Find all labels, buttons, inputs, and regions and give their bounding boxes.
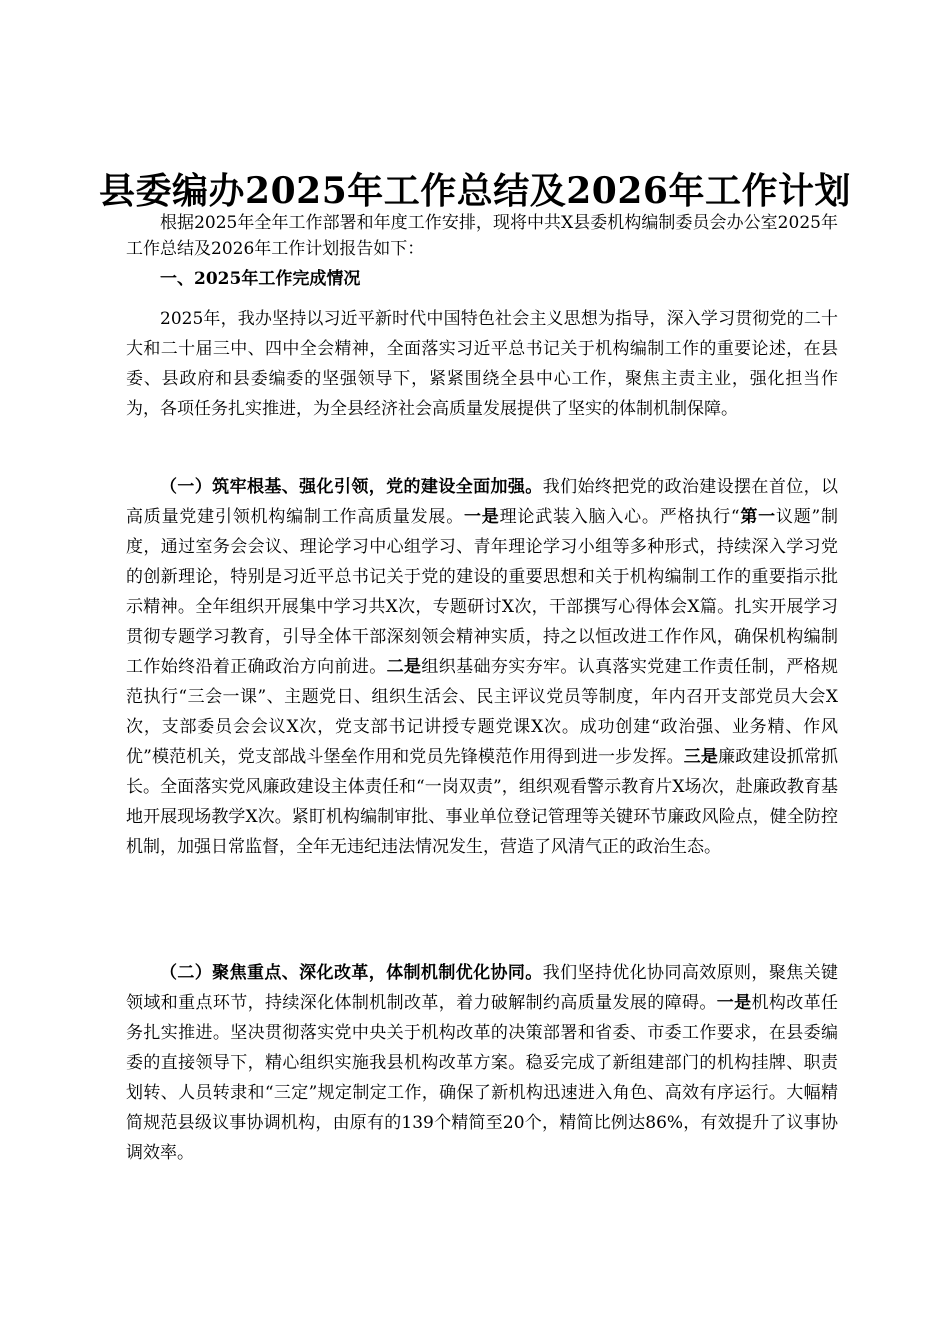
paragraph-text: 我们始终把党的政治建设摆在首位，以高质量党建引领机构编制工作高质量发展。 [126,477,839,527]
paragraph-text: 组织基础夯实夯牢。认真落实党建工作责任制，严格规范执行“三会一课”、主题党日、组织生活会、民主评议党员等制度，年内召开支部党员大会X次，支部委员会会议X次，党支部书记讲授专题党课X次。成功创建“政治强、业务精、作风优”模范机关，党支部战斗堡垒作用和党员先锋模范作用得到进一步发挥。 [126,657,838,767]
keyword-third: 三是 [683,747,719,767]
section-heading: 一、2025年工作完成情况 [160,269,361,289]
paragraph-text: 议题”制度，通过室务会会议、理论学习中心组学习、青年理论学习小组等多种形式，持续深入学习党的创新理论，特别是习近平总书记关于党的建设的重要思想和关于机构编制工作的重要指示批示精神。全年组织开展集中学习共X次，专题研讨X次，干部撰写心得体会X篇。扎实开展学习贯彻专题学习教育，引导全体干部深刻领会精神实质，持之以恒改进工作作风，确保机构编制工作始终沿着正确政治方向前进。 [126,507,839,677]
paragraph-text: 理论武装入脑入心。严格执行“ [499,507,740,527]
paragraph-text: 廉政建设抓常抓长。全面落实党风廉政建设主体责任和“一岗双责”，组织观看警示教育片X场次，赴廉政教育基地开展现场教学X次。紧盯机构编制审批、事业单位登记管理等关键环节廉政风险点，健全防控机制，加强日常监督，全年无违纪违法情况发生，营造了风清气正的政治生态。 [126,747,838,857]
keyword-first: 一是 [464,507,500,527]
paragraph-text: 我们坚持优化协同高效原则，聚焦关键领域和重点环节，持续深化体制机制改革，着力破解制约高质量发展的障碍。 [126,963,839,1013]
intro-paragraph: 根据2025年全年工作部署和年度工作安排，现将中共X县委机构编制委员会办公室2025年工作总结及2026年工作计划报告如下： [126,213,838,259]
subsection-heading-2: （二）聚焦重点、深化改革，体制机制优化协同。 [160,963,543,983]
reform-paragraph [126,958,838,1168]
overview-paragraph: 2025年，我办坚持以习近平新时代中国特色社会主义思想为指导，深入学习贯彻党的二十大和二十届三中、四中全会精神，全面落实习近平总书记关于机构编制工作的重要论述，在县委、县政府和县委编委的坚强领导下，紧紧围绕全县中心工作，聚焦主责主业，强化担当作为，各项任务扎实推进，为全县经济社会高质量发展提供了坚实的体制机制保障。 [126,309,838,419]
party-building-paragraph [126,472,838,862]
keyword-second: 二是 [386,657,422,677]
keyword-first-topic: 第一 [739,507,776,527]
subsection-heading-1: （一）筑牢根基、强化引领，党的建设全面加强。 [160,477,543,497]
document-title: 县委编办2025年工作总结及2026年工作计划 [99,170,851,212]
keyword-first: 一是 [716,993,752,1013]
paragraph-text: 机构改革任务扎实推进。坚决贯彻落实党中央关于机构改革的决策部署和省委、市委工作要求，在县委编委的直接领导下，精心组织实施我县机构改革方案。稳妥完成了新组建部门的机构挂牌、职责划转、人员转隶和“三定”规定制定工作，确保了新机构迅速进入角色、高效有序运行。大幅精简规范县级议事协调机构，由原有的139个精简至20个，精简比例达86%，有效提升了议事协调效率。 [126,993,838,1163]
